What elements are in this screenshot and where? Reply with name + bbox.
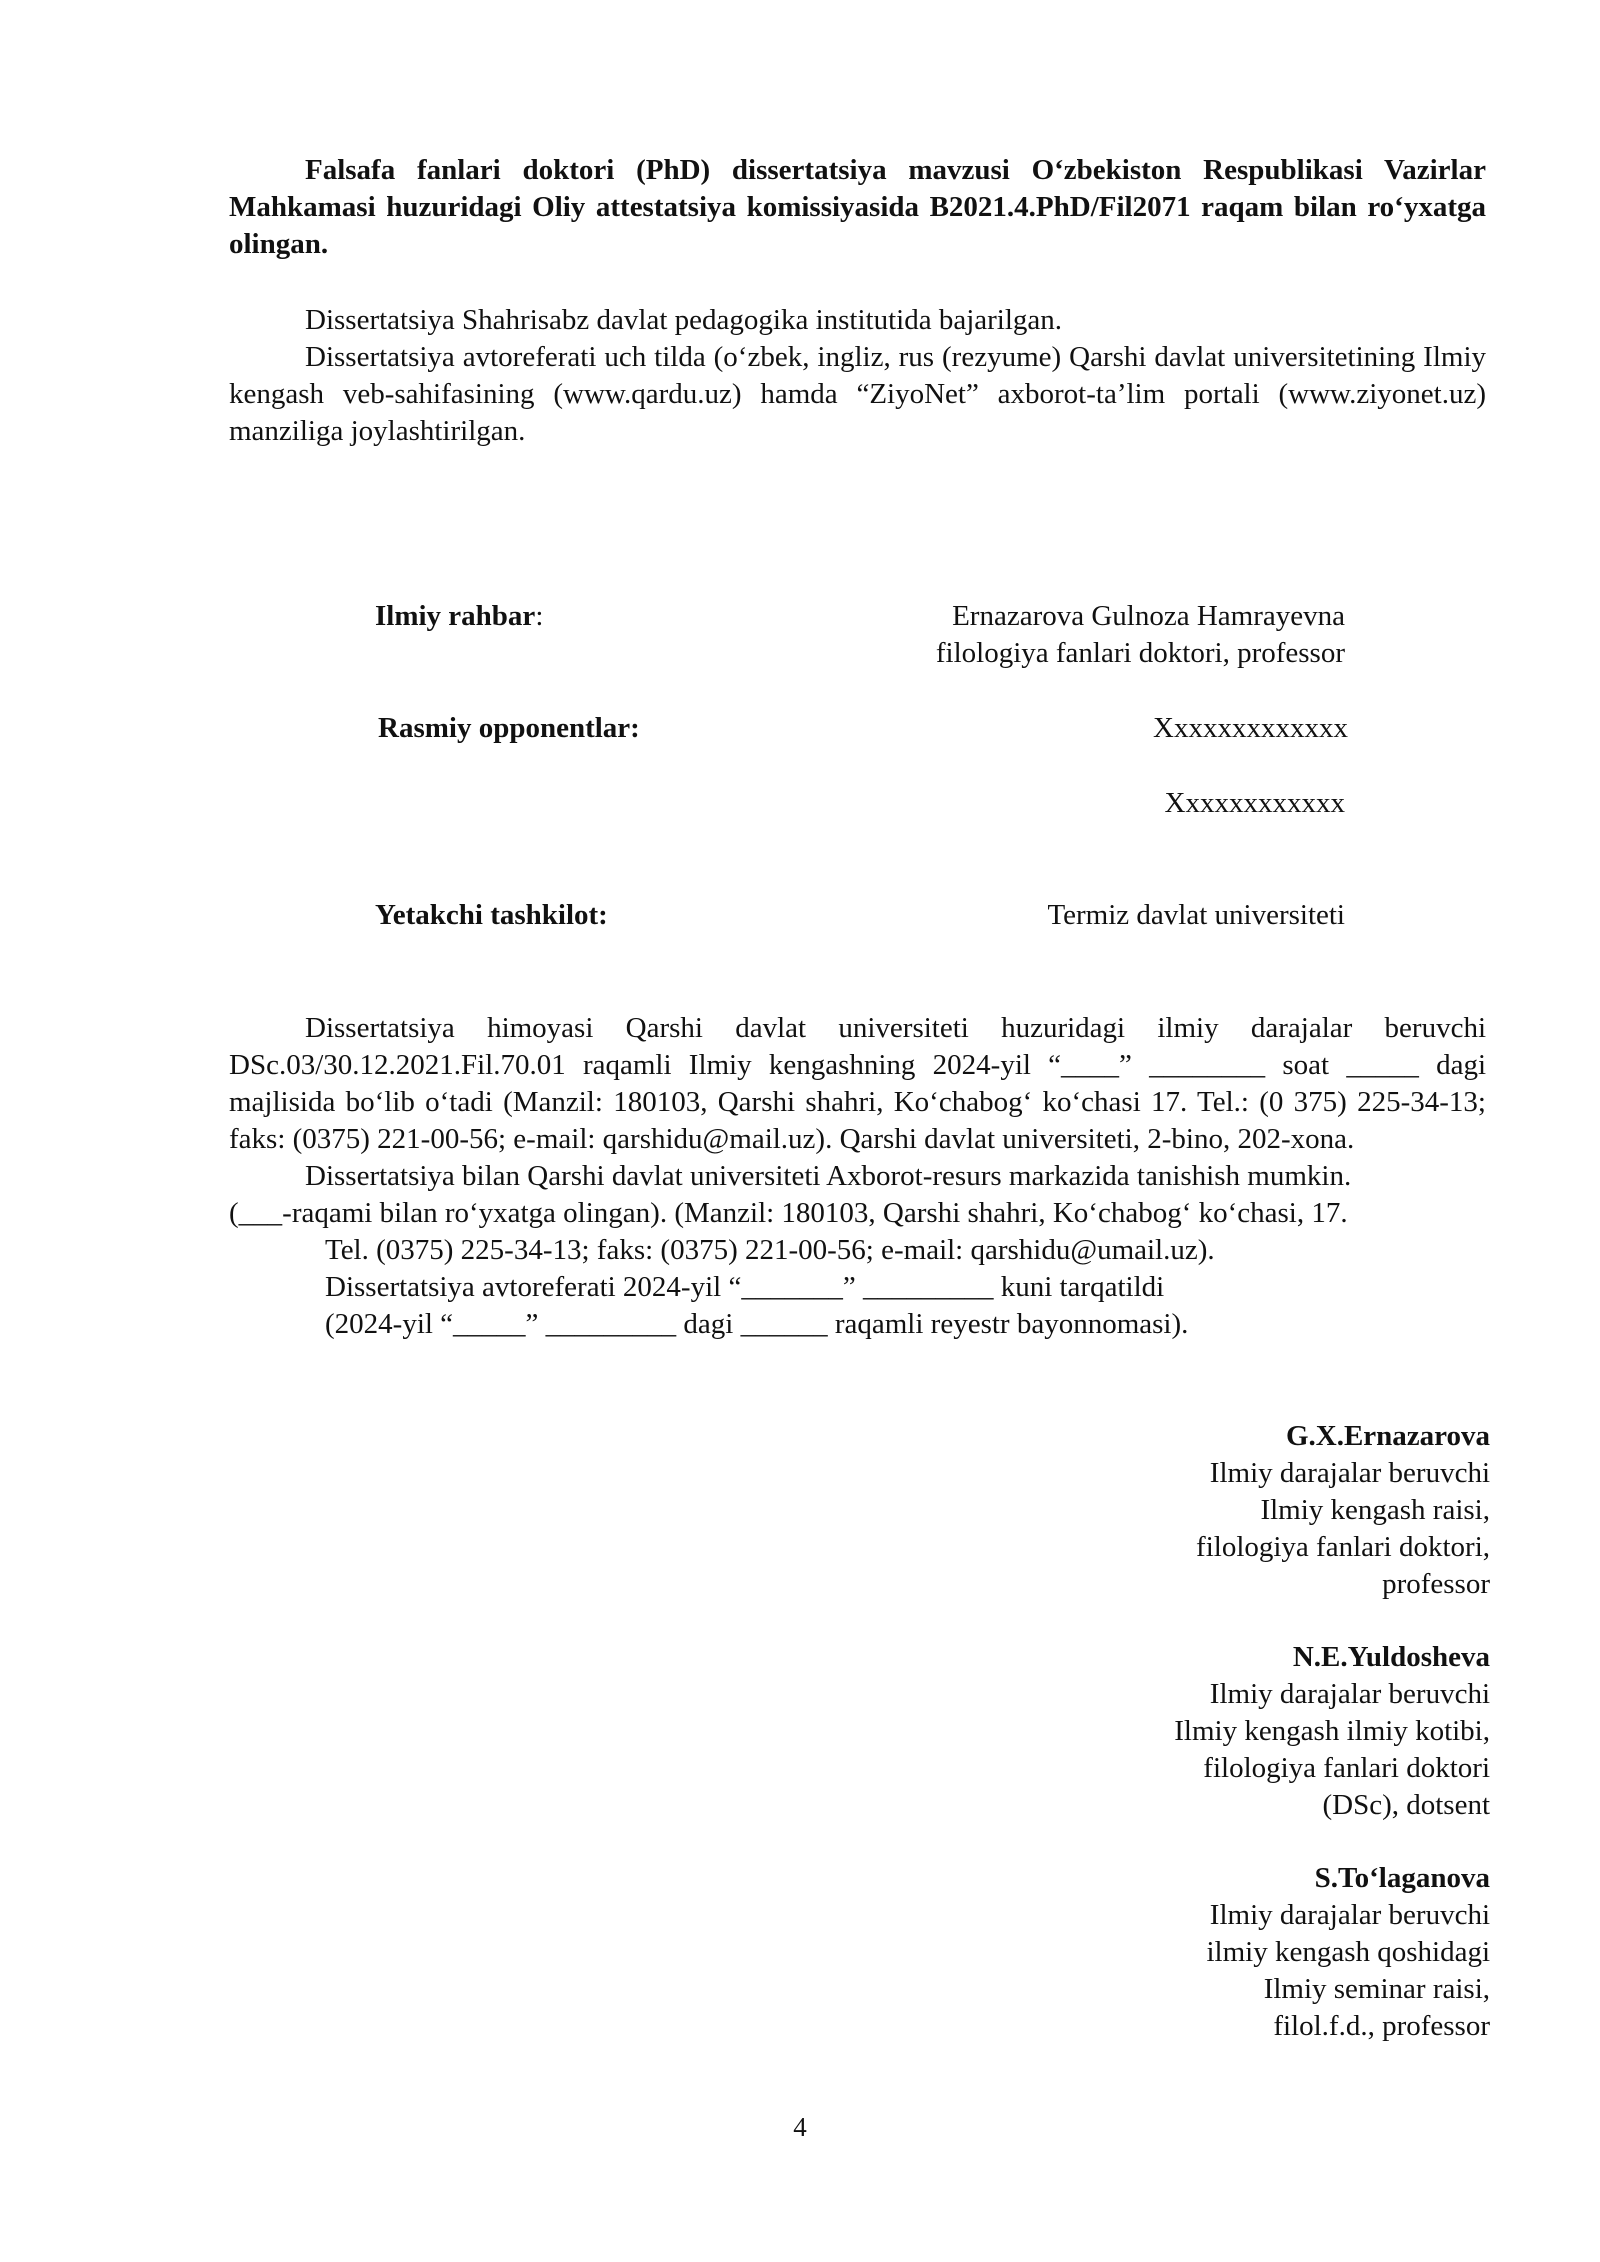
lead-org-name: Termiz davlat universiteti: [1047, 899, 1345, 931]
signatory-title-line: Ilmiy seminar raisi,: [1263, 1973, 1490, 2005]
signatory-name: S.To‘laganova: [1314, 1862, 1490, 1894]
signatory-block: [900, 1639, 1490, 1824]
signatories: [900, 1418, 1490, 2081]
opponent-1: Xxxxxxxxxxxxx: [1153, 712, 1348, 744]
signatory-name: G.X.Ernazarova: [1285, 1420, 1490, 1452]
supervisor-name: Ernazarova Gulnoza Hamrayevna: [952, 600, 1345, 632]
intro-section: [229, 152, 1486, 263]
signatory-title-line: Ilmiy darajalar beruvchi: [1209, 1457, 1490, 1489]
signatory-block: [900, 1860, 1490, 2045]
signatory-name: N.E.Yuldosheva: [1292, 1641, 1490, 1673]
page-number: 4: [793, 2112, 807, 2142]
performed-at-paragraph: Dissertatsiya Shahrisabz davlat pedagogika institutida bajarilgan.: [305, 304, 1063, 336]
signatory-title-line: filol.f.d., professor: [1273, 2010, 1490, 2042]
library-contacts-line: Tel. (0375) 225-34-13; faks: (0375) 221-00-56; e-mail: qarshidu@umail.uz).: [325, 1234, 1215, 1266]
signatory-title-line: ilmiy kengash qoshidagi: [1206, 1936, 1490, 1968]
abstract-location-paragraph: Dissertatsiya avtoreferati uch tilda (o‘zbek, ingliz, rus (rezyume) Qarshi davlat universitetining Ilmiy kengash veb-sahifasining (www.qardu.uz) hamda “ZiyoNet” axborot-ta’lim portali (www.ziyonet.uz) manziliga joylashtirilgan.: [229, 341, 1486, 447]
abstract-distribution-line: Dissertatsiya avtoreferati 2024-yil “_______” _________ kuni tarqatildi: [325, 1271, 1165, 1303]
signatory-title-line: professor: [1382, 1568, 1490, 1600]
signatory-title-line: (DSc), dotsent: [1322, 1789, 1490, 1821]
signatory-title-line: Ilmiy kengash ilmiy kotibi,: [1174, 1715, 1490, 1747]
supervisor-title: filologiya fanlari doktori, professor: [935, 637, 1345, 669]
supervisor-label-wrap: [375, 598, 543, 635]
signatory-title-line: Ilmiy darajalar beruvchi: [1209, 1678, 1490, 1710]
signatory-title-line: Ilmiy kengash raisi,: [1260, 1494, 1490, 1526]
defense-section: [229, 1010, 1486, 1343]
signatory-title-line: Ilmiy darajalar beruvchi: [1209, 1899, 1490, 1931]
supervisor-info: [936, 598, 1345, 672]
lead-org-label: Yetakchi tashkilot:: [375, 899, 608, 931]
signatory-block: [900, 1418, 1490, 1603]
defense-paragraph: Dissertatsiya himoyasi Qarshi davlat universiteti huzuridagi ilmiy darajalar beruvchi DSc.03/30.12.2021.Fil.70.01 raqamli Ilmiy kengashning 2024-yil “____” ________ soat _____ dagi majlisida bo‘lib o‘tadi (Manzil: 180103, Qarshi shahri, Ko‘chabog‘ ko‘chasi 17. Tel.: (0 375) 225-34-13; faks: (0375) 221-00-56; e-mail: qarshidu@mail.uz). Qarshi davlat universiteti, 2-bino, 202-xona.: [229, 1012, 1486, 1155]
supervisor-label: Ilmiy rahbar: [375, 600, 536, 632]
registry-protocol-line: (2024-yil “_____” _________ dagi ______ raqamli reyestr bayonnomasi).: [325, 1308, 1189, 1340]
signatory-title-line: filologiya fanlari doktori: [1203, 1752, 1490, 1784]
library-paragraph: Dissertatsiya bilan Qarshi davlat universiteti Axborot-resurs markazida tanishish mumkin.: [305, 1160, 1352, 1192]
opponents-label: Rasmiy opponentlar:: [378, 712, 640, 744]
supervisor-colon: :: [535, 600, 544, 632]
opponent-2: Xxxxxxxxxxxx: [1164, 787, 1345, 819]
signatory-title-line: filologiya fanlari doktori,: [1196, 1531, 1490, 1563]
library-registration-line: (___-raqami bilan ro‘yxatga olingan). (Manzil: 180103, Qarshi shahri, Ko‘chabog‘ ko‘chasi, 17.: [229, 1197, 1348, 1229]
abstract-section: [229, 302, 1486, 450]
registration-paragraph: Falsafa fanlari doktori (PhD) dissertatsiya mavzusi O‘zbekiston Respublikasi Vazirlar Mahkamasi huzuridagi Oliy attestatsiya komissiyasida B2021.4.PhD/Fil2071 raqam bilan ro‘yxatga olingan.: [229, 154, 1486, 260]
